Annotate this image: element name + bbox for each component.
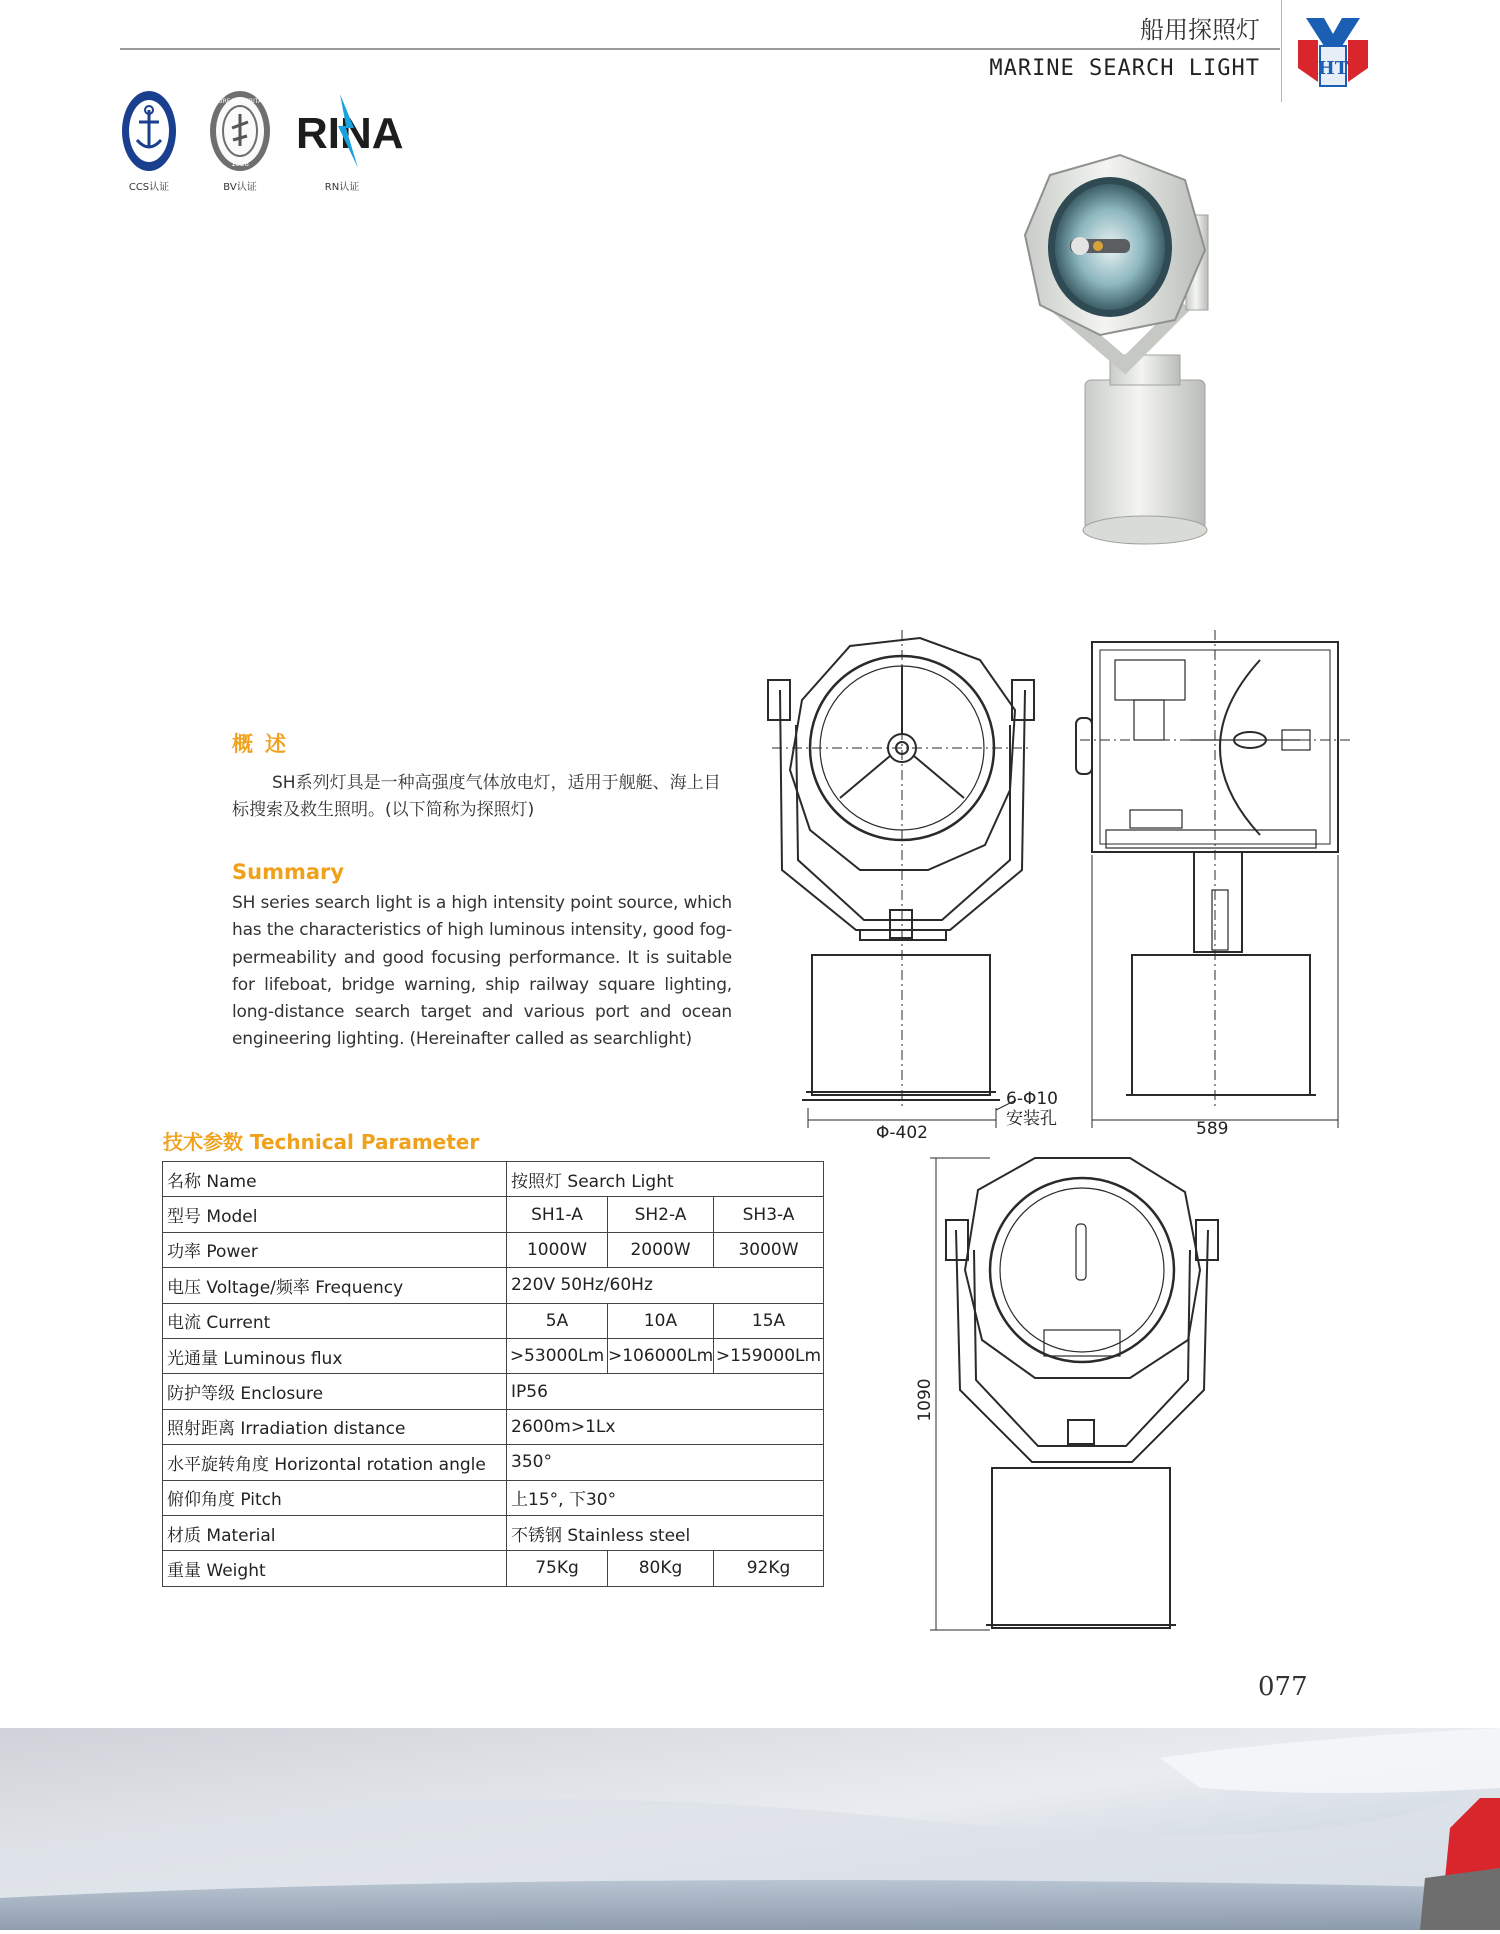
table-row xyxy=(163,1374,824,1409)
table-row xyxy=(163,1162,824,1197)
product-photo xyxy=(1010,155,1255,555)
table-row xyxy=(163,1338,824,1373)
header-divider xyxy=(1281,0,1282,102)
cert-bv xyxy=(205,88,275,193)
param-value: SH3-A xyxy=(714,1197,824,1232)
front-view-drawing xyxy=(768,630,1034,1110)
side-view-drawing xyxy=(1076,630,1350,1110)
dim-holes-label: 安装孔 xyxy=(1006,1109,1057,1129)
table-row xyxy=(163,1303,824,1338)
param-value: 不锈钢 Stainless steel xyxy=(507,1515,824,1550)
param-value: 5A xyxy=(507,1303,608,1338)
param-value: 10A xyxy=(608,1303,714,1338)
rina-logo-text: RINA xyxy=(296,109,404,158)
ccs-seal-icon xyxy=(120,88,178,174)
company-logo-text: HT xyxy=(1317,58,1349,79)
param-label: 水平旋转角度 Horizontal rotation angle xyxy=(163,1445,507,1480)
param-label: 俯仰角度 Pitch xyxy=(163,1480,507,1515)
param-label: 照射距离 Irradiation distance xyxy=(163,1409,507,1444)
bv-seal-icon xyxy=(207,88,273,174)
param-value: 2000W xyxy=(608,1232,714,1267)
summary-text: SH series search light is a high intensity point source, which has the characteristics of high luminous intensity, good fog-permeability and good focusing performance. It is suitable for lifeboat, bridge warning, ship railway square lighting, long-distance search target and various port and ocean engineering lighting. (Hereinafter called as searchlight) xyxy=(232,893,732,1050)
bv-seal-text: BUREAU VERITAS xyxy=(214,98,266,105)
param-label: 重量 Weight xyxy=(163,1551,507,1586)
tech-param-title: 技术参数 Technical Parameter xyxy=(163,1130,480,1154)
dim-diameter: Φ-402 xyxy=(876,1123,928,1143)
header-rule xyxy=(120,48,1280,50)
dim-depth: 589 xyxy=(1196,1119,1229,1139)
cert-ccs xyxy=(118,88,180,193)
param-value: 75Kg xyxy=(507,1551,608,1586)
cert-rn-label: RN认证 xyxy=(324,182,360,193)
summary-heading: Summary xyxy=(232,860,345,884)
dim-height: 1090 xyxy=(915,1378,935,1422)
tech-param-table xyxy=(162,1161,824,1587)
technical-drawing xyxy=(760,630,1360,1630)
page-title-cn: 船用探照灯 xyxy=(1140,16,1260,44)
param-value: 92Kg xyxy=(714,1551,824,1586)
param-value: 3000W xyxy=(714,1232,824,1267)
dimension-lines xyxy=(808,855,1338,1630)
bv-seal-year: 1828 xyxy=(231,160,249,168)
footer-photo xyxy=(0,1728,1500,1930)
table-row xyxy=(163,1515,824,1550)
page-number: 077 xyxy=(1258,1672,1308,1702)
param-label: 材质 Material xyxy=(163,1515,507,1550)
param-value: 按照灯 Search Light xyxy=(507,1162,824,1197)
table-row xyxy=(163,1197,824,1232)
param-value: 80Kg xyxy=(608,1551,714,1586)
table-row xyxy=(163,1409,824,1444)
company-logo xyxy=(1296,12,1370,90)
param-value: >106000Lm xyxy=(608,1338,714,1373)
param-value: SH2-A xyxy=(608,1197,714,1232)
param-label: 电流 Current xyxy=(163,1303,507,1338)
param-label: 防护等级 Enclosure xyxy=(163,1374,507,1409)
param-value: SH1-A xyxy=(507,1197,608,1232)
table-row xyxy=(163,1268,824,1303)
cert-rina xyxy=(292,88,404,193)
param-value: 2600m>1Lx xyxy=(507,1409,824,1444)
param-label: 功率 Power xyxy=(163,1232,507,1267)
dim-holes: 6-Φ10 xyxy=(1006,1089,1058,1109)
overview-text-cn: SH系列灯具是一种高强度气体放电灯，适用于舰艇、海上目标搜索及救生照明。(以下简称为探照灯) xyxy=(232,773,721,820)
param-label: 电压 Voltage/频率 Frequency xyxy=(163,1268,507,1303)
param-value: 1000W xyxy=(507,1232,608,1267)
param-value: IP56 xyxy=(507,1374,824,1409)
table-row xyxy=(163,1551,824,1586)
cert-ccs-label: CCS认证 xyxy=(128,182,170,193)
param-label: 光通量 Luminous flux xyxy=(163,1338,507,1373)
param-value: 220V 50Hz/60Hz xyxy=(507,1268,824,1303)
param-value: 350° xyxy=(507,1445,824,1480)
param-value: >53000Lm xyxy=(507,1338,608,1373)
param-value: >159000Lm xyxy=(714,1338,824,1373)
param-label: 名称 Name xyxy=(163,1162,507,1197)
cert-bv-label: BV认证 xyxy=(223,182,257,193)
rina-logo-icon xyxy=(294,88,404,174)
page-title-en: MARINE SEARCH LIGHT xyxy=(989,56,1260,81)
table-row xyxy=(163,1480,824,1515)
table-row xyxy=(163,1232,824,1267)
param-label: 型号 Model xyxy=(163,1197,507,1232)
overview-heading-cn: 概述 xyxy=(232,732,298,756)
param-value: 上15°, 下30° xyxy=(507,1480,824,1515)
rear-view-drawing xyxy=(946,1158,1218,1628)
table-row xyxy=(163,1445,824,1480)
param-value: 15A xyxy=(714,1303,824,1338)
